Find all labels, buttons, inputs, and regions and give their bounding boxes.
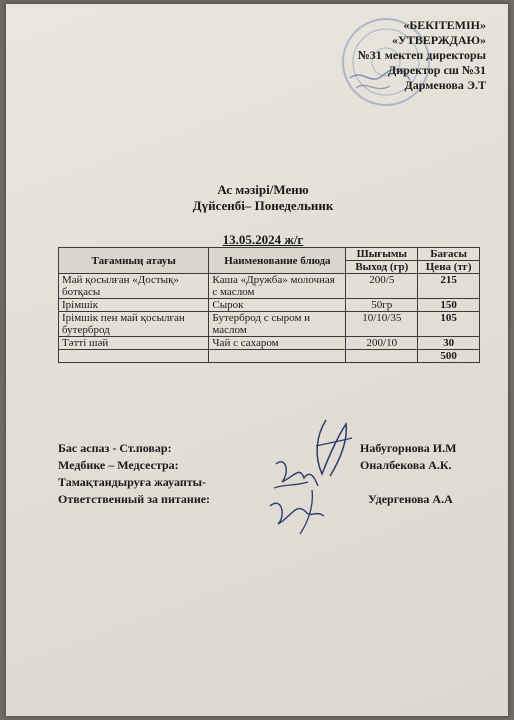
handwritten-signatures	[256, 416, 366, 540]
approval-director-name: Дарменова Э.Т	[404, 78, 486, 92]
dish-output: 200/10	[346, 337, 418, 350]
responsible-label-ru: Ответственный за питание:	[58, 492, 211, 506]
dish-kz: Ірімшік пен май қосылған бутерброд	[59, 312, 209, 337]
approval-school-ru: Директор сш №31	[387, 63, 486, 77]
header-price-kz: Бағасы	[418, 248, 480, 261]
header-price-ru: Цена (тг)	[418, 261, 480, 274]
dish-price: 215	[418, 274, 480, 299]
table-header-row	[59, 248, 480, 261]
table-row	[59, 299, 480, 312]
responsible-name: Удергенова А.А	[368, 492, 453, 506]
nurse-label: Медбике – Медсестра:	[58, 458, 179, 472]
header-output-ru: Выход (гр)	[346, 261, 418, 274]
dish-ru: Сырок	[209, 299, 346, 312]
chef-name: Набугорнова И.М	[360, 441, 457, 455]
dish-kz: Тәтті шәй	[59, 337, 209, 350]
dish-ru: Каша «Дружба» молочная с маслом	[209, 274, 346, 299]
dish-output: 50гр	[346, 299, 418, 312]
title-menu: Ас мәзірі/Меню	[217, 182, 309, 197]
signature-labels	[58, 440, 210, 508]
signature-names	[360, 440, 456, 508]
header-name-ru: Наименование блюда	[209, 248, 346, 274]
page-title	[6, 182, 514, 214]
approval-line-ru: «УТВЕРЖДАЮ»	[391, 33, 486, 47]
date-text: 13.05.2024 ж/г	[222, 232, 304, 247]
document-sheet	[6, 4, 508, 716]
nurse-name: Оналбекова А.К.	[360, 458, 452, 472]
total-price: 500	[418, 350, 480, 363]
menu-table	[58, 247, 480, 363]
menu-date	[6, 232, 514, 248]
dish-output: 10/10/35	[346, 312, 418, 337]
table-row	[59, 312, 480, 337]
table-row	[59, 274, 480, 299]
header-name-kz: Тағамның атауы	[59, 248, 209, 274]
dish-ru: Чай с сахаром	[209, 337, 346, 350]
header-output-kz: Шығымы	[346, 248, 418, 261]
approval-block	[358, 18, 486, 93]
empty-cell	[209, 350, 346, 363]
approval-line-kz: «БЕКІТЕМІН»	[403, 18, 486, 32]
empty-cell	[59, 350, 209, 363]
approval-school-kz: №31 мектеп директоры	[357, 48, 486, 62]
empty-cell	[346, 350, 418, 363]
dish-output: 200/5	[346, 274, 418, 299]
table-row	[59, 337, 480, 350]
dish-kz: Май қосылған «Достық» ботқасы	[59, 274, 209, 299]
title-day: Дүйсенбі– Понедельник	[192, 198, 334, 213]
responsible-label-kz: Тамақтандыруға жауапты-	[58, 475, 207, 489]
dish-ru: Бутерброд с сыром и маслом	[209, 312, 346, 337]
dish-price: 105	[418, 312, 480, 337]
table-total-row	[59, 350, 480, 363]
dish-price: 150	[418, 299, 480, 312]
dish-price: 30	[418, 337, 480, 350]
chef-label: Бас аспаз - Ст.повар:	[58, 441, 172, 455]
dish-kz: Ірімшік	[59, 299, 209, 312]
